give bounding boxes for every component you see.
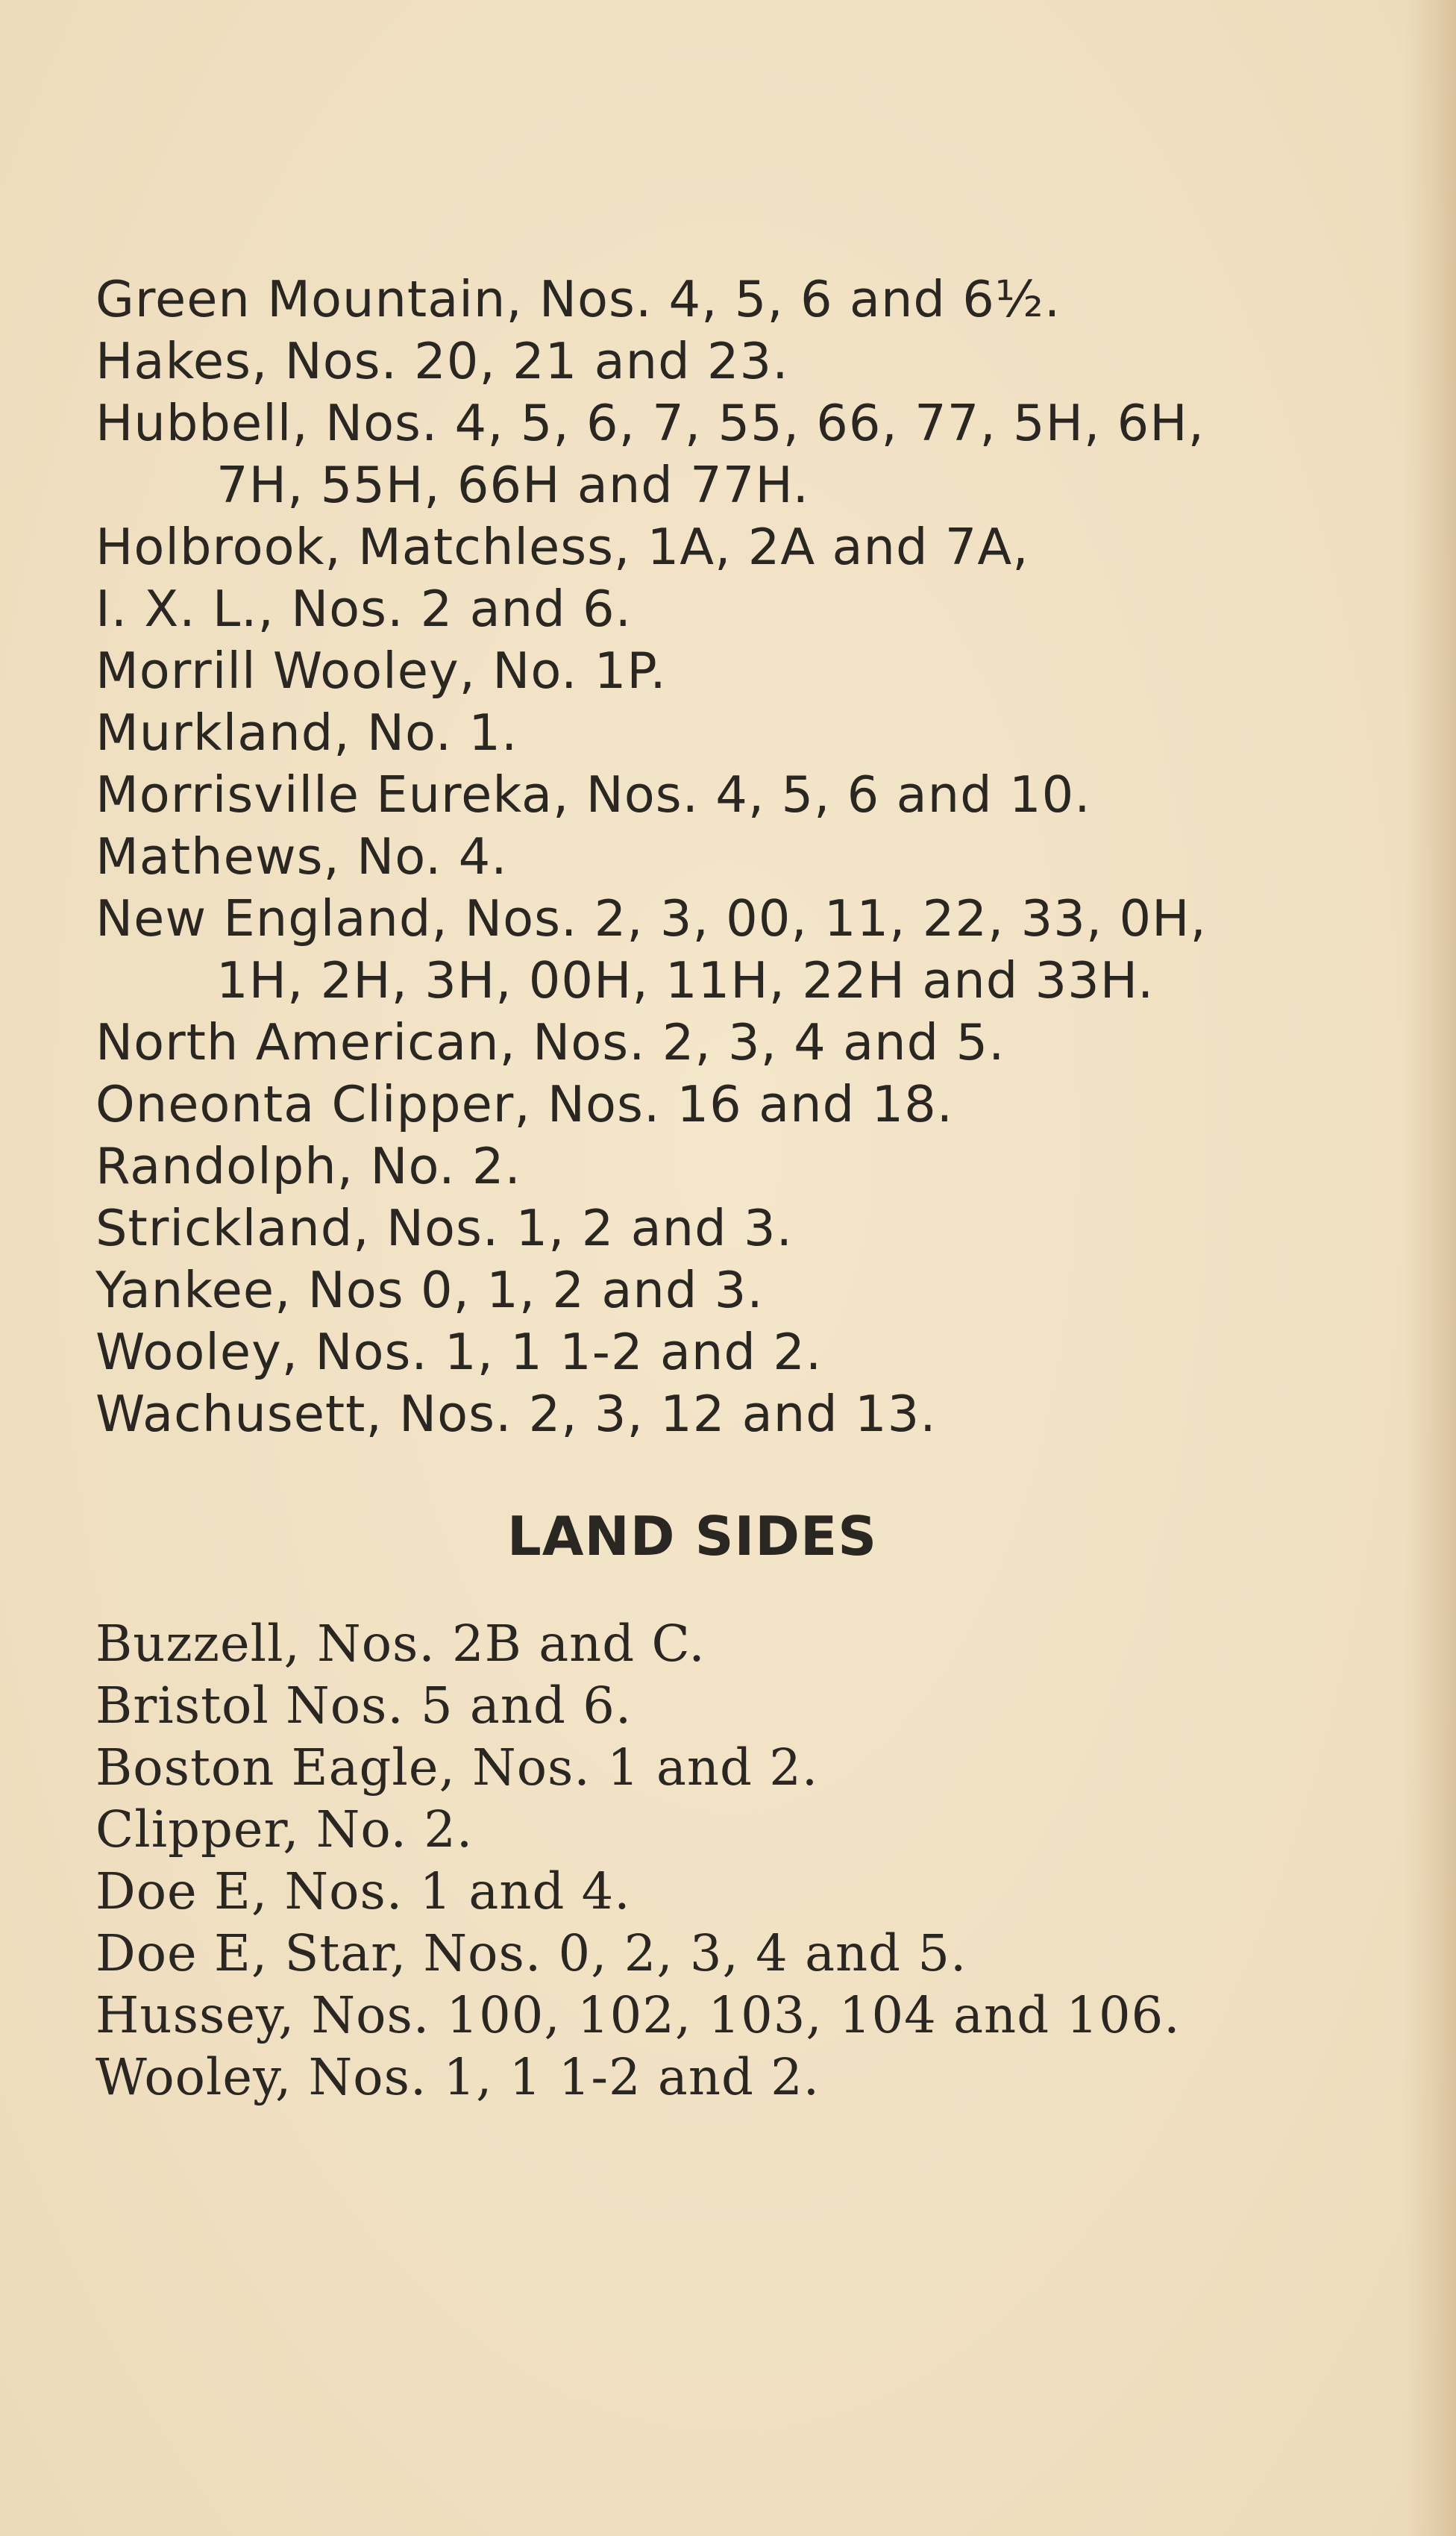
list-item: Doe E, Star, Nos. 0, 2, 3, 4 and 5. [95,1924,967,1982]
list-item: Randolph, No. 2. [95,1137,521,1195]
list-item: Wooley, Nos. 1, 1 1-2 and 2. [95,1323,823,1381]
list-item: Hussey, Nos. 100, 102, 103, 104 and 106. [95,1986,1181,2044]
list-item-continuation: 1H, 2H, 3H, 00H, 11H, 22H and 33H. [216,951,1155,1009]
list-item: North American, Nos. 2, 3, 4 and 5. [95,1013,1005,1071]
list-item: Doe E, Nos. 1 and 4. [95,1862,631,1920]
land-sides-list [95,1613,1364,2108]
list-item: Mathews, No. 4. [95,827,508,886]
cultivator-list [95,269,1364,1445]
list-item: Hubbell, Nos. 4, 5, 6, 7, 55, 66, 77, 5H, 6H, [95,394,1205,452]
list-item: Wooley, Nos. 1, 1 1-2 and 2. [95,2048,820,2106]
list-item: Strickland, Nos. 1, 2 and 3. [95,1199,793,1257]
list-item: Buzzell, Nos. 2B and C. [95,1615,706,1673]
list-item: Bristol Nos. 5 and 6. [95,1676,633,1735]
list-item: Murkland, No. 1. [95,704,518,762]
list-item: Green Mountain, Nos. 4, 5, 6 and 6½. [95,270,1061,328]
list-item: Yankee, Nos 0, 1, 2 and 3. [95,1261,764,1319]
text-block [95,269,1364,2108]
list-item: Clipper, No. 2. [95,1800,474,1859]
list-item: Boston Eagle, Nos. 1 and 2. [95,1738,819,1797]
list-item: Holbrook, Matchless, 1A, 2A and 7A, [95,518,1029,576]
list-item: Hakes, Nos. 20, 21 and 23. [95,332,789,390]
list-item: Morrisville Eureka, Nos. 4, 5, 6 and 10. [95,766,1091,824]
page-edge-shadow [1404,0,1456,2536]
list-item: Oneonta Clipper, Nos. 16 and 18. [95,1075,953,1133]
list-item-continuation: 7H, 55H, 66H and 77H. [216,456,809,514]
list-item: Morrill Wooley, No. 1P. [95,642,667,700]
list-item: Wachusett, Nos. 2, 3, 12 and 13. [95,1385,937,1443]
section-heading: LAND SIDES [506,1505,878,1568]
list-item: New England, Nos. 2, 3, 00, 11, 22, 33, 0H, [95,889,1207,948]
list-item: I. X. L., Nos. 2 and 6. [95,580,632,638]
